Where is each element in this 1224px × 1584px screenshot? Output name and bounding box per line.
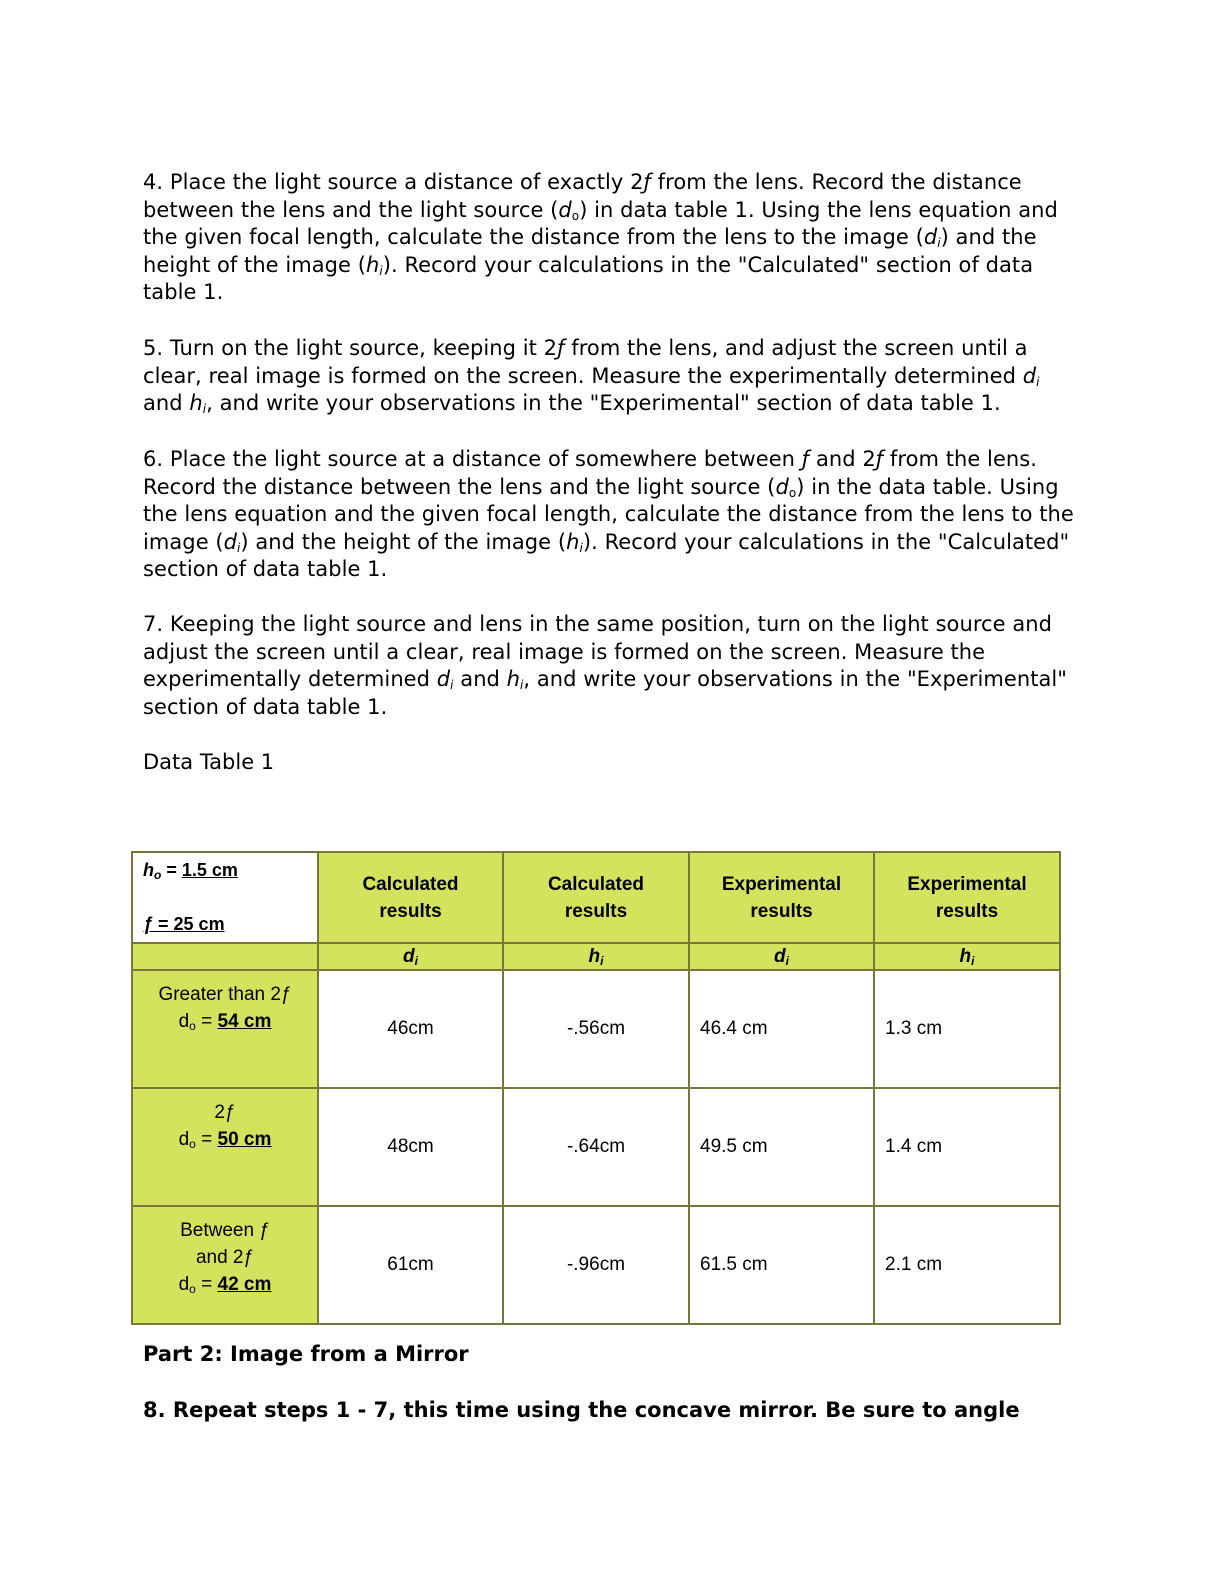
cell-calc-di: 46cm xyxy=(318,970,503,1088)
subheader-di: $d_i$ xyxy=(689,943,874,970)
table-header-row xyxy=(132,852,1060,943)
step-6-paragraph: 6. Place the light source at a distance of somewhere between ƒ and 2ƒ from the lens. Record the distance between the lens and the light source $(d_o)$ in the data table. Using the lens equation and the given focal length, calculate the distance from the lens to the image $(d_i)$ and the height of the image $(h_i)$. Record your calculations in the "Calculated" section of data table 1. xyxy=(143,447,1074,582)
row-label: Greater than 2ƒ $d_o = 54$ cm xyxy=(132,970,318,1088)
cell-calc-hi: -.96cm xyxy=(503,1206,689,1324)
table-subheader-row xyxy=(132,943,1060,970)
table-row xyxy=(132,1088,1060,1206)
subheader-di: $d_i$ xyxy=(318,943,503,970)
cell-exp-hi: 1.4 cm xyxy=(874,1088,1060,1206)
cell-exp-di: 49.5 cm xyxy=(689,1088,874,1206)
step-4-paragraph: 4. Place the light source a distance of exactly 2ƒ from the lens. Record the distance between the lens and the light source $(d_o)$ in data table 1. Using the lens equation and the given focal length, calculate the distance from the lens to the image $(d_i)$ and the height of the image $(h_i)$. Record your calculations in the "Calculated" section of data table 1. xyxy=(143,170,1058,305)
table-corner-cell: $h_o = 1.5$ cm ƒ = 25 cm xyxy=(132,852,318,943)
subheader-hi: $h_i$ xyxy=(503,943,689,970)
step-7-paragraph: 7. Keeping the light source and lens in the same position, turn on the light source and adjust the screen until a clear, real image is formed on the screen. Measure the experimentally determined $d_i$ and $h_i$, and write your observations in the "Experimental" section of data table 1. xyxy=(143,612,1067,719)
row-label: 2ƒ $d_o = 50$ cm xyxy=(132,1088,318,1206)
step-8-heading: 8. Repeat steps 1 - 7, this time using the concave mirror. Be sure to angle xyxy=(143,1398,1020,1422)
cell-exp-hi: 2.1 cm xyxy=(874,1206,1060,1324)
cell-exp-hi: 1.3 cm xyxy=(874,970,1060,1088)
subheader-hi: $h_i$ xyxy=(874,943,1060,970)
cell-exp-di: 46.4 cm xyxy=(689,970,874,1088)
row-label: Between ƒ and 2ƒ $d_o = 42$ cm xyxy=(132,1206,318,1324)
step-5-paragraph: 5. Turn on the light source, keeping it 2ƒ from the lens, and adjust the screen until a clear, real image is formed on the screen. Measure the experimentally determined $d_i$ and $h_i$, and write your observations in the "Experimental" section of data table 1. xyxy=(143,336,1040,417)
table-row xyxy=(132,1206,1060,1324)
cell-calc-hi: -.56cm xyxy=(503,970,689,1088)
table-row xyxy=(132,970,1060,1088)
header-calculated-di: Calculated results xyxy=(318,852,503,943)
table-caption: Data Table 1 xyxy=(143,750,275,774)
cell-calc-di: 61cm xyxy=(318,1206,503,1324)
cell-calc-hi: -.64cm xyxy=(503,1088,689,1206)
header-experimental-hi: Experimental results xyxy=(874,852,1060,943)
header-experimental-di: Experimental results xyxy=(689,852,874,943)
cell-exp-di: 61.5 cm xyxy=(689,1206,874,1324)
data-table-1 xyxy=(131,851,1061,1325)
cell-calc-di: 48cm xyxy=(318,1088,503,1206)
part-2-heading: Part 2: Image from a Mirror xyxy=(143,1342,469,1366)
subheader-empty xyxy=(132,943,318,970)
header-calculated-hi: Calculated results xyxy=(503,852,689,943)
